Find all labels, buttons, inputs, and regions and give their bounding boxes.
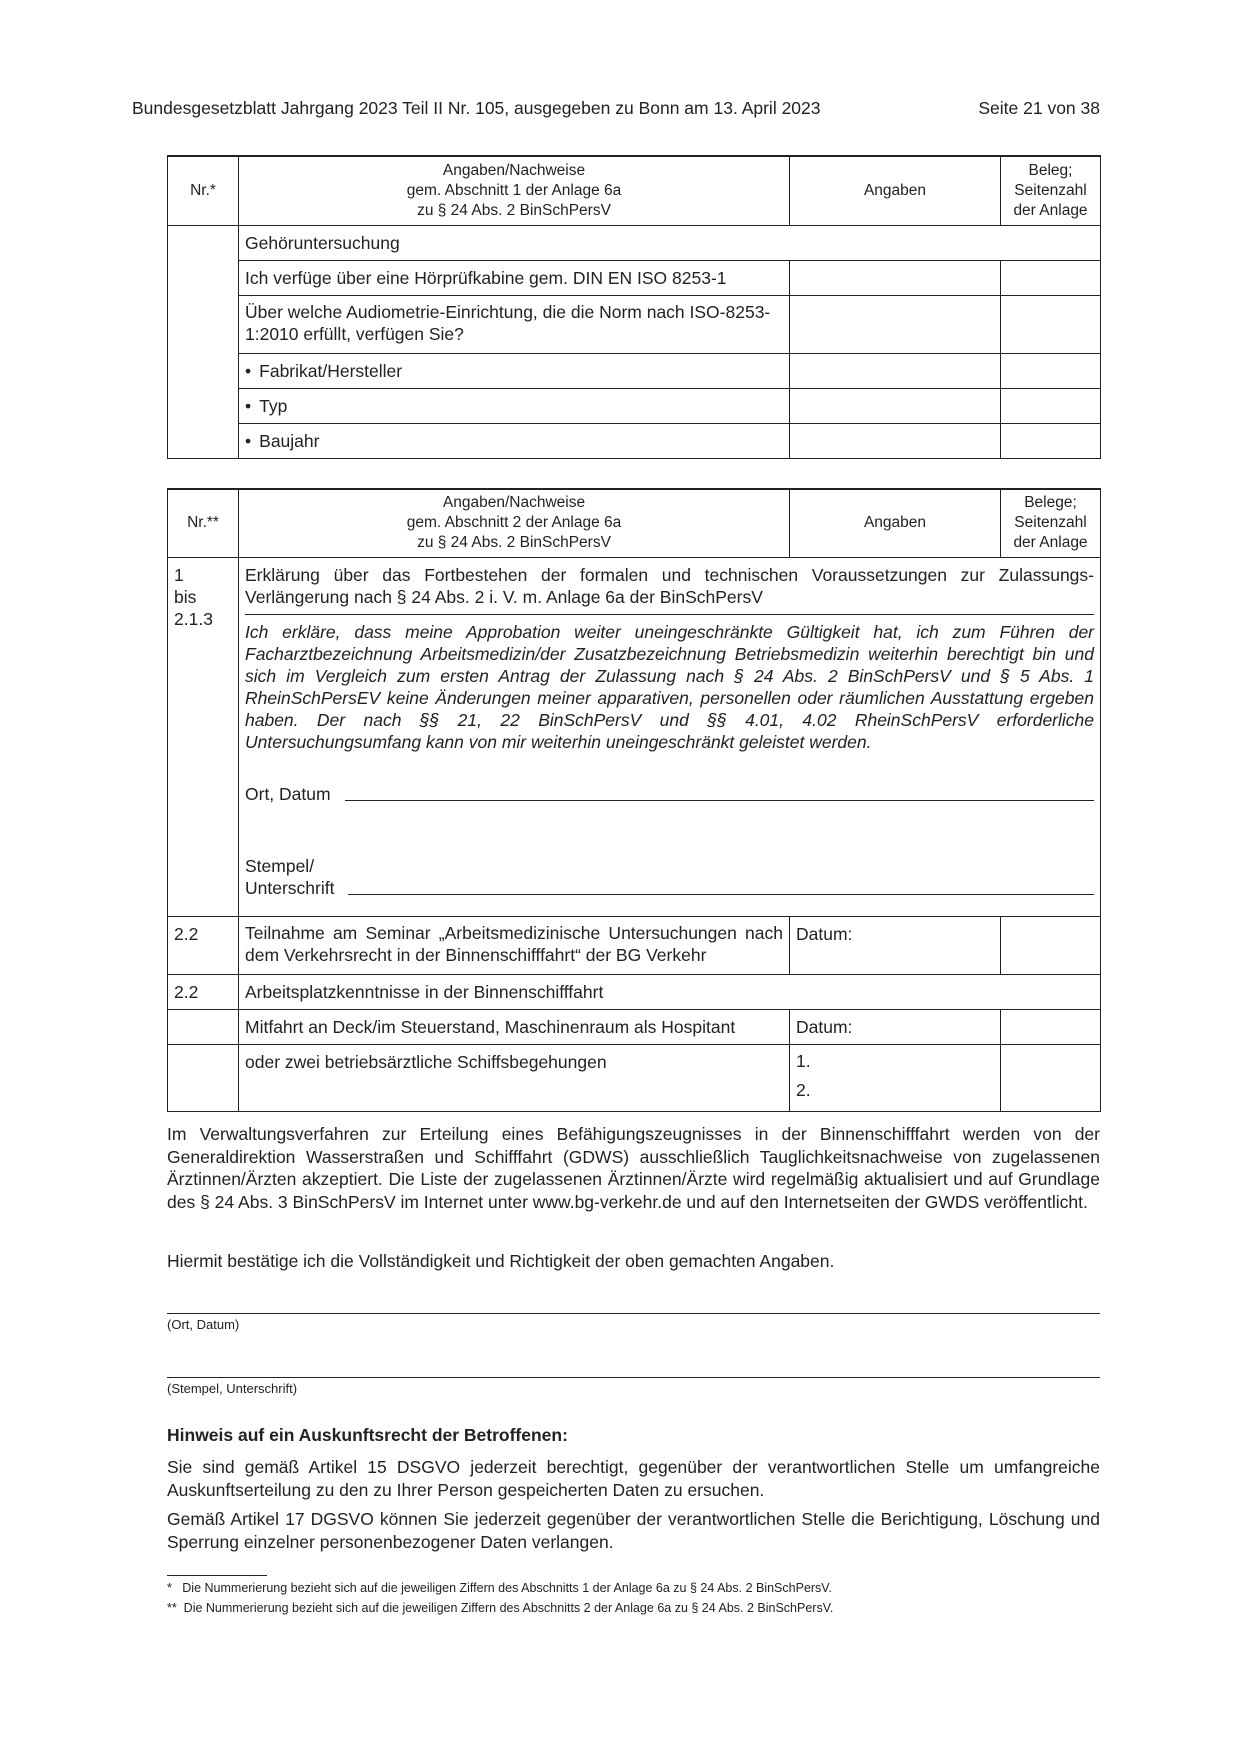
row-label: Gehöruntersuchung bbox=[245, 232, 400, 253]
stempel-unterschrift-line[interactable] bbox=[167, 1377, 1100, 1378]
declaration-row bbox=[168, 557, 1101, 916]
col-header-nr: Nr.* bbox=[168, 156, 239, 225]
table-row bbox=[168, 974, 1101, 1009]
declaration-text: Ich erkläre, dass meine Approbation weiter uneingeschränkte Gültigkeit hat, ich zum Führen der Facharztbezeichnung Arbeitsmedizin/der Zusatzbezeichnung Betriebsmedizin weiterhin berechtigt bin und sich im Vergleich zum ersten Antrag der Zulassung nach § 24 Abs. 2 BinSchPersV und § 5 Abs. 1 RheinSchPersEV keine Änderungen meiner apparativen, personellen oder räumlichen Ausstattung ergeben haben. Der nach §§ 21, 22 BinSchPersV und §§ 4.01, 4.02 RheinSchPersV erforderliche Untersuchungsumfang kann von mir weiterhin uneingeschränkt geleistet werden. bbox=[245, 621, 1094, 752]
info-paragraph: Im Verwaltungsverfahren zur Erteilung eines Befähigungszeugnisses in der Binnenschifffahrt werden von der Generaldirektion Wasserstraßen und Schifffahrt (GDWS) ausschließlich Tauglichkeitsnachweise von zugelassenen Ärztinnen/Ärzten akzeptiert. Die Liste der zugelassenen Ärztinnen/Ärzte wird regelmäßig aktualisiert und auf Grundlage des § 24 Abs. 3 BinSchPersV im Internet unter www.bg-verkehr.de und auf den Internetseiten der GWDS veröffentlicht. bbox=[167, 1124, 1100, 1212]
table-row bbox=[168, 1009, 1101, 1044]
hinweis-paragraph-1: Sie sind gemäß Artikel 15 DSGVO jederzeit berechtigt, gegenüber der verantwortlichen Stelle um umfangreiche Auskunftserteilung zu den zu Ihrer Person gespeicherten Daten zu ersuchen. bbox=[167, 1457, 1100, 1500]
row-label: Mitfahrt an Deck/im Steuerstand, Maschinenraum als Hospitant bbox=[245, 1016, 736, 1037]
confirmation-text: Hiermit bestätige ich die Vollständigkeit und Richtigkeit der oben gemachten Angaben. bbox=[167, 1251, 835, 1271]
beleg-input-cell[interactable] bbox=[1001, 1044, 1101, 1111]
nr-cell bbox=[168, 225, 239, 458]
table-row bbox=[168, 388, 1101, 423]
table-row bbox=[168, 916, 1101, 974]
col-header-nr: Nr.** bbox=[168, 489, 239, 557]
row-label: • Fabrikat/Hersteller bbox=[245, 361, 402, 381]
stempel-unterschrift-caption: (Stempel, Unterschrift) bbox=[167, 1381, 298, 1396]
row-label: Über welche Audiometrie-Einrichtung, die die Norm nach ISO-8253-1:2010 erfüllt, verfügen Sie? bbox=[245, 301, 771, 344]
angaben-input-cell[interactable]: Datum: bbox=[790, 1009, 1001, 1044]
ort-datum-field[interactable] bbox=[345, 799, 1094, 801]
ort-datum-line[interactable] bbox=[167, 1313, 1100, 1314]
footnote-2: ** Die Nummerierung bezieht sich auf die jeweiligen Ziffern des Abschnitts 2 der Anlage 6a zu § 24 Abs. 2 BinSchPersV. bbox=[167, 1601, 834, 1615]
angaben-input-cell[interactable] bbox=[790, 388, 1001, 423]
unterschrift-label: Unterschrift bbox=[245, 877, 335, 898]
table-section-1 bbox=[167, 155, 1101, 459]
col-header-belege: Belege; Seitenzahl der Anlage bbox=[1001, 489, 1101, 557]
row-label: • Typ bbox=[245, 396, 287, 416]
angaben-input-cell[interactable] bbox=[790, 295, 1001, 353]
table-row bbox=[168, 260, 1101, 295]
hinweis-paragraph-2: Gemäß Artikel 17 DGSVO können Sie jederzeit gegenüber der verantwortlichen Stelle die Berichtigung, Löschung und Sperrung einzelner personenbezogener Daten verlangen. bbox=[167, 1509, 1100, 1552]
beleg-input-cell[interactable] bbox=[1001, 916, 1101, 974]
angaben-input-cell[interactable]: 1. 2. bbox=[790, 1044, 1001, 1111]
angaben-input-cell[interactable]: Datum: bbox=[790, 916, 1001, 974]
row-nr: 2.2 bbox=[174, 923, 199, 944]
page-number: Seite 21 von 38 bbox=[978, 98, 1100, 118]
col-header-angaben: Angaben bbox=[790, 489, 1001, 557]
table-row bbox=[168, 353, 1101, 388]
ort-datum-caption: (Ort, Datum) bbox=[167, 1317, 240, 1332]
col-header-angaben-nachweise: Angaben/Nachweise gem. Abschnitt 2 der Anlage 6a zu § 24 Abs. 2 BinSchPersV bbox=[239, 489, 790, 557]
table-row bbox=[168, 295, 1101, 353]
angaben-input-cell[interactable] bbox=[790, 423, 1001, 458]
table-section-2 bbox=[167, 488, 1101, 1112]
beleg-input-cell[interactable] bbox=[1001, 423, 1101, 458]
footnote-separator bbox=[167, 1575, 267, 1576]
beleg-input-cell[interactable] bbox=[1001, 353, 1101, 388]
hinweis-heading: Hinweis auf ein Auskunftsrecht der Betroffenen: bbox=[167, 1425, 568, 1445]
row-label: • Baujahr bbox=[245, 431, 319, 451]
ort-datum-label: Ort, Datum bbox=[245, 783, 331, 804]
nr-cell: 1 bis 2.1.3 bbox=[168, 557, 239, 916]
table-row bbox=[168, 225, 1101, 260]
table-row bbox=[168, 423, 1101, 458]
footnote-1: * Die Nummerierung bezieht sich auf die jeweiligen Ziffern des Abschnitts 1 der Anlage 6a zu § 24 Abs. 2 BinSchPersV. bbox=[167, 1581, 832, 1595]
unterschrift-field[interactable] bbox=[348, 893, 1094, 895]
table-header-row bbox=[168, 489, 1101, 557]
declaration-title: Erklärung über das Fortbestehen der formalen und technischen Voraussetzungen zur Zulassungs-Verlängerung nach § 24 Abs. 2 i. V. m. Anlage 6a der BinSchPersV bbox=[245, 564, 1094, 615]
table-row bbox=[168, 1044, 1101, 1111]
row-label: oder zwei betriebsärztliche Schiffsbegehungen bbox=[245, 1051, 607, 1072]
beleg-input-cell[interactable] bbox=[1001, 295, 1101, 353]
col-header-angaben-nachweise: Angaben/Nachweise gem. Abschnitt 1 der Anlage 6a zu § 24 Abs. 2 BinSchPersV bbox=[239, 156, 790, 225]
beleg-input-cell[interactable] bbox=[1001, 260, 1101, 295]
table-header-row bbox=[168, 156, 1101, 225]
row-nr: 2.2 bbox=[174, 981, 199, 1002]
row-label: Ich verfüge über eine Hörprüfkabine gem. DIN EN ISO 8253-1 bbox=[245, 267, 727, 288]
col-header-beleg: Beleg; Seitenzahl der Anlage bbox=[1001, 156, 1101, 225]
row-label: Arbeitsplatzkenntnisse in der Binnenschifffahrt bbox=[245, 981, 604, 1002]
row-label: Teilnahme am Seminar „Arbeitsmedizinische Untersuchungen nach dem Verkehrsrecht in der Binnenschifffahrt“ der BG Verkehr bbox=[245, 922, 783, 965]
col-header-angaben: Angaben bbox=[790, 156, 1001, 225]
page-header-title: Bundesgesetzblatt Jahrgang 2023 Teil II Nr. 105, ausgegeben zu Bonn am 13. April 2023 bbox=[132, 98, 821, 118]
stempel-label: Stempel/ bbox=[245, 855, 315, 876]
angaben-input-cell[interactable] bbox=[790, 260, 1001, 295]
angaben-input-cell[interactable] bbox=[790, 353, 1001, 388]
beleg-input-cell[interactable] bbox=[1001, 388, 1101, 423]
beleg-input-cell[interactable] bbox=[1001, 1009, 1101, 1044]
